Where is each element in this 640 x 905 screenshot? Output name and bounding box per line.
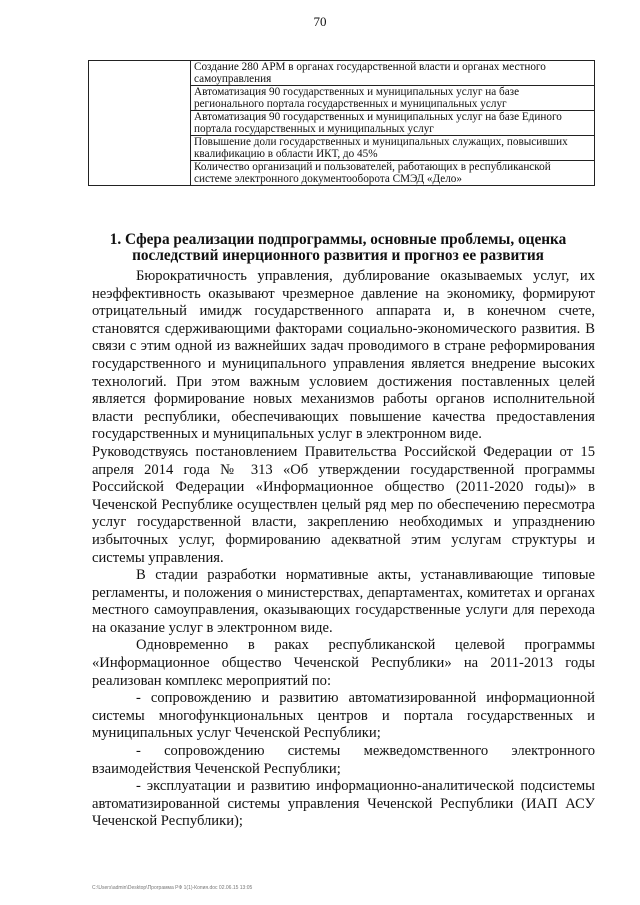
table-cell: Создание 280 АРМ в органах государственной власти и органах местного самоуправления — [191, 61, 595, 86]
table-empty-cell — [89, 61, 191, 186]
table-cell: Автоматизация 90 государственных и муниципальных услуг на базе Единого портала государственных и муниципальных услуг — [191, 111, 595, 136]
footer-path: C:\Users\admin\Desktop\Программа РФ 1(1)-Копия.doc 02.06.15 13:05 — [92, 885, 253, 891]
table-row — [89, 61, 595, 86]
page-number: 70 — [313, 14, 327, 29]
paragraph: Бюрократичность управления, дублирование оказываемых услуг, их неэффективность оказывают чрезмерное давление на экономику, формируют отрицательный имидж государственного аппарата и, в конечном счете, становятся сдерживающими факторами социально-экономического развития. В связи с этим одной из важнейших задач проводимого в стране реформирования государственного и муниципального управления является внедрение высоких технологий. При этом важным условием достижения поставленных целей является формирование новых механизмов работы органов исполнительной власти республики, обеспечивающих повышение качества предоставления государственных и муниципальных услуг в электронном виде. — [92, 268, 595, 443]
paragraph: Руководствуясь постановлением Правительства Российской Федерации от 15 апреля 2014 года № 313 «Об утверждении государственной программы Российской Федерации «Информационное общество (2011-2020 годы)» в Чеченской Республике осуществлен целый ряд мер по обеспечению пересмотра услуг государственной власти, закреплению необходимых и упразднению избыточных услуг, формированию адекватной этим услугам структуры и системы управления. — [92, 443, 595, 566]
table-cell: Количество организаций и пользователей, работающих в республиканской системе электронного документооборота СМЭД «Дело» — [191, 161, 595, 186]
table-cell: Автоматизация 90 государственных и муниципальных услуг на базе регионального портала государственных и муниципальных услуг — [191, 86, 595, 111]
list-item: - сопровождению системы межведомственного электронного взаимодействия Чеченской Республики; — [92, 743, 595, 777]
section-heading: 1. Сфера реализации подпрограммы, основные проблемы, оценка последствий инерционного развития и прогноз ее развития — [109, 231, 567, 264]
table-cell: Повышение доли государственных и муниципальных служащих, повысивших квалификацию в области ИКТ, до 45% — [191, 136, 595, 161]
list-item: - эксплуатации и развитию информационно-аналитической подсистемы автоматизированной системы управления Чеченской Республики (ИАП АСУ Чеченской Республики); — [92, 778, 595, 830]
body-text — [92, 268, 595, 831]
list-item: - сопровождению и развитию автоматизированной информационной системы многофункциональных центров и портала государственных и муниципальных услуг Чеченской Республики; — [92, 690, 595, 742]
paragraph: Одновременно в раках республиканской целевой программы «Информационное общество Чеченской Республики» на 2011-2013 годы реализован комплекс мероприятий по: — [92, 637, 595, 689]
indicators-table — [88, 60, 595, 186]
paragraph: В стадии разработки нормативные акты, устанавливающие типовые регламенты, и положения о министерствах, департаментах, комитетах и органах местного самоуправления, оказывающих государственные услуги для перехода на оказание услуг в электронном виде. — [92, 567, 595, 636]
